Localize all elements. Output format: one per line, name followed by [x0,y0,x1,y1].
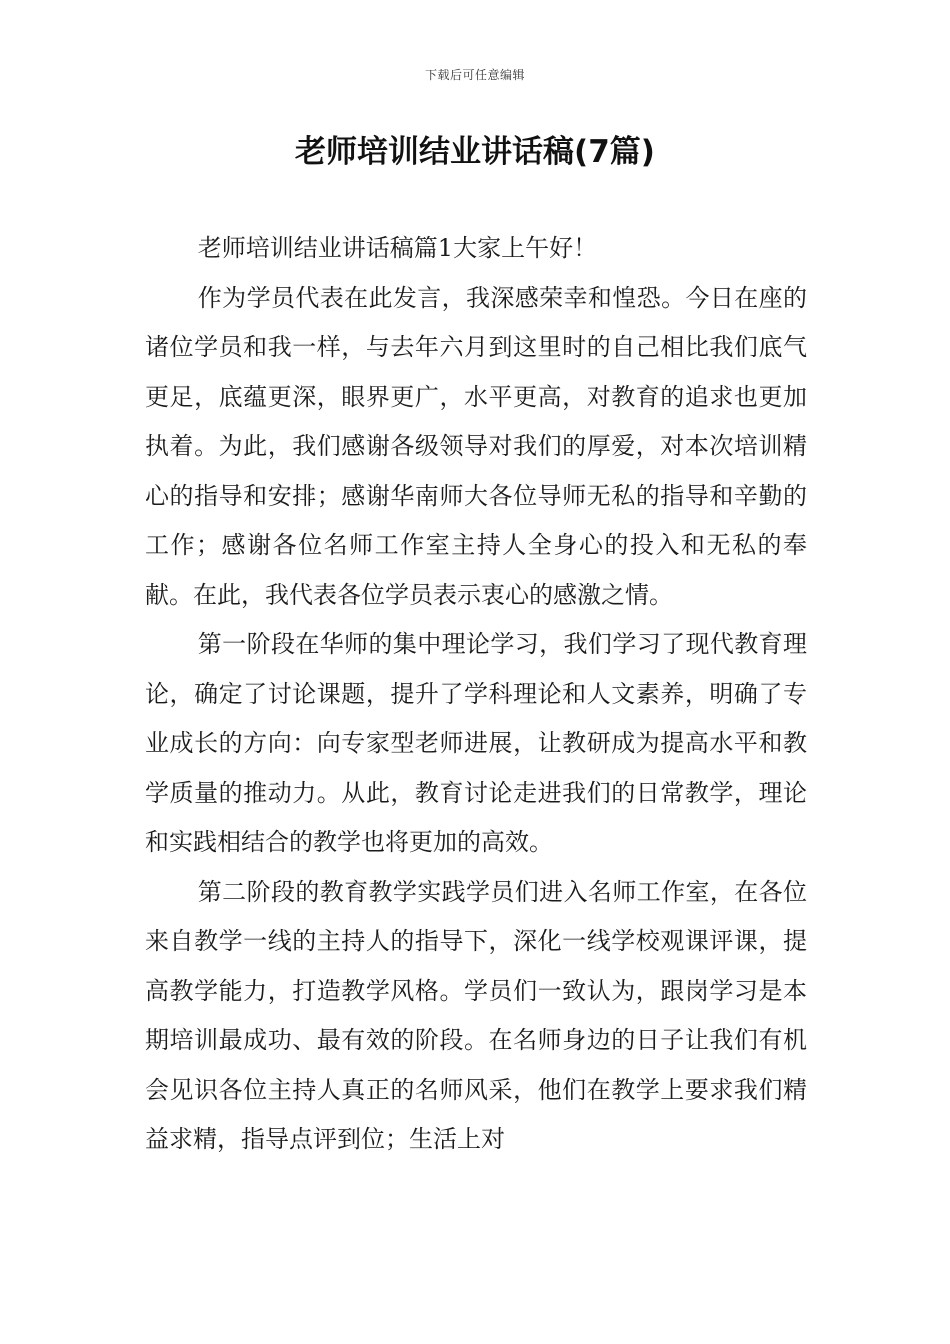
paragraph-2: 作为学员代表在此发言，我深感荣幸和惶恐。今日在座的诸位学员和我一样，与去年六月到这里时的自己相比我们底气更足，底蕴更深，眼界更广，水平更高，对教育的追求也更加执着。为此，我们感谢各级领导对我们的厚爱，对本次培训精心的指导和安排；感谢华南师大各位导师无私的指导和辛勤的工作；感谢各位名师工作室主持人全身心的投入和无私的奉献。在此，我代表各位学员表示衷心的感激之情。 [145,283,807,609]
paragraph-4: 第二阶段的教育教学实践学员们进入名师工作室，在各位来自教学一线的主持人的指导下，深化一线学校观课评课，提高教学能力，打造教学风格。学员们一致认为，跟岗学习是本期培训最成功、最有效的阶段。在名师身边的日子让我们有机会见识各位主持人真正的名师风采，他们在教学上要求我们精益求精，指导点评到位；生活上对 [145,877,807,1153]
document-title: 老师培训结业讲话稿(7篇) [295,134,655,170]
document-body [145,224,807,1165]
header-note: 下载后可任意编辑 [424,68,525,82]
paragraph-1: 老师培训结业讲话稿篇1大家上午好！ [197,234,598,262]
paragraph-3: 第一阶段在华师的集中理论学习，我们学习了现代教育理论，确定了讨论课题，提升了学科理论和人文素养，明确了专业成长的方向：向专家型老师进展，让教研成为提高水平和教学质量的推动力。从此，教育讨论走进我们的日常教学，理论和实践相结合的教学也将更加的高效。 [145,630,807,856]
